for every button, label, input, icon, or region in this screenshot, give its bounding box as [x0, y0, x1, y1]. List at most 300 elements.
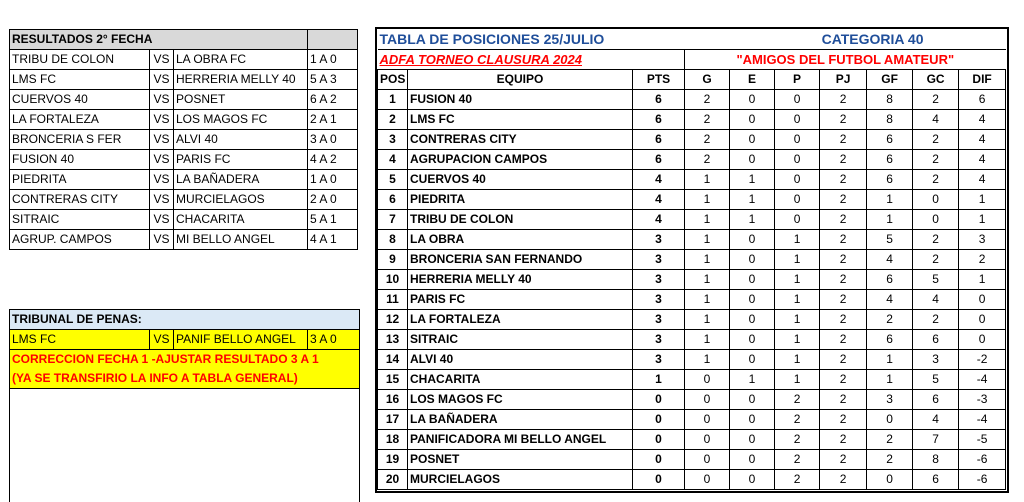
cell-e: 1: [730, 210, 775, 230]
cell-dif: 4: [959, 130, 1006, 150]
column-header-g: G: [685, 70, 730, 90]
cell-gf: 6: [867, 270, 913, 290]
cell-dif: 0: [959, 310, 1006, 330]
cell-p: 0: [775, 130, 820, 150]
cell-gf: 2: [867, 310, 913, 330]
cell-gf: 2: [867, 450, 913, 470]
score: 6 A 2: [308, 90, 358, 110]
cell-dif: 4: [959, 110, 1006, 130]
cell-g: 1: [685, 350, 730, 370]
standings-row: [378, 470, 1006, 490]
cell-g: 0: [685, 430, 730, 450]
cell-p: 2: [775, 470, 820, 490]
cell-g: 0: [685, 410, 730, 430]
cell-pos: 10: [378, 270, 408, 290]
home-team: LA FORTALEZA: [10, 110, 150, 130]
tribunal-table: [9, 309, 360, 389]
cell-dif: -4: [959, 370, 1006, 390]
cell-team: MURCIELAGOS: [408, 470, 633, 490]
league-name: "AMIGOS DEL FUTBOL AMATEUR": [685, 50, 1006, 70]
cell-p: 0: [775, 90, 820, 110]
cell-g: 1: [685, 310, 730, 330]
cell-p: 2: [775, 410, 820, 430]
cell-pts: 3: [633, 350, 685, 370]
cell-team: CUERVOS 40: [408, 170, 633, 190]
standings-row: [378, 450, 1006, 470]
score: 5 A 1: [308, 210, 358, 230]
result-row: [10, 50, 358, 70]
cell-pts: 0: [633, 410, 685, 430]
cell-g: 2: [685, 150, 730, 170]
score: 1 A 0: [308, 50, 358, 70]
results-header-blank: [308, 30, 358, 50]
results-table: [9, 29, 358, 250]
cell-dif: 4: [959, 170, 1006, 190]
column-header-gf: GF: [867, 70, 913, 90]
cell-pos: 1: [378, 90, 408, 110]
result-row: [10, 70, 358, 90]
cell-team: SITRAIC: [408, 330, 633, 350]
cell-pos: 14: [378, 350, 408, 370]
tribunal-score: 3 A 0: [308, 330, 360, 350]
vs-label: VS: [150, 50, 174, 70]
cell-pos: 4: [378, 150, 408, 170]
cell-gf: 0: [867, 410, 913, 430]
cell-pos: 13: [378, 330, 408, 350]
cell-gc: 5: [913, 270, 959, 290]
cell-gf: 2: [867, 430, 913, 450]
cell-gc: 2: [913, 230, 959, 250]
cell-gc: 4: [913, 290, 959, 310]
result-row: [10, 110, 358, 130]
cell-pj: 2: [820, 90, 867, 110]
cell-team: AGRUPACION CAMPOS: [408, 150, 633, 170]
cell-team: POSNET: [408, 450, 633, 470]
cell-pos: 7: [378, 210, 408, 230]
cell-team: FUSION 40: [408, 90, 633, 110]
cell-pts: 6: [633, 90, 685, 110]
result-row: [10, 170, 358, 190]
column-header-pos: POS: [378, 70, 408, 90]
cell-team: LOS MAGOS FC: [408, 390, 633, 410]
cell-g: 0: [685, 470, 730, 490]
standings-category: CATEGORIA 40: [821, 31, 924, 47]
cell-dif: -4: [959, 410, 1006, 430]
cell-e: 1: [730, 370, 775, 390]
cell-pts: 0: [633, 390, 685, 410]
cell-gf: 1: [867, 190, 913, 210]
cell-dif: 1: [959, 270, 1006, 290]
tribunal-match-row: [10, 330, 360, 350]
cell-p: 0: [775, 170, 820, 190]
cell-pj: 2: [820, 150, 867, 170]
cell-pj: 2: [820, 110, 867, 130]
cell-pj: 2: [820, 390, 867, 410]
home-team: PIEDRITA: [10, 170, 150, 190]
standings-row: [378, 270, 1006, 290]
cell-gc: 2: [913, 250, 959, 270]
cell-p: 1: [775, 350, 820, 370]
standings-column-header-row: [378, 70, 1006, 90]
standings-row: [378, 290, 1006, 310]
cell-team: CHACARITA: [408, 370, 633, 390]
cell-pts: 3: [633, 290, 685, 310]
tribunal-note-line-2: (YA SE TRANSFIRIO LA INFO A TABLA GENERAL): [10, 369, 360, 389]
cell-gc: 6: [913, 390, 959, 410]
cell-pj: 2: [820, 210, 867, 230]
score: 2 A 1: [308, 110, 358, 130]
cell-team: TRIBU DE COLON: [408, 210, 633, 230]
cell-p: 1: [775, 330, 820, 350]
score: 3 A 0: [308, 130, 358, 150]
cell-gf: 6: [867, 130, 913, 150]
column-header-e: E: [730, 70, 775, 90]
results-header-row: [10, 30, 358, 50]
cell-team: LA BAÑADERA: [408, 410, 633, 430]
cell-pos: 16: [378, 390, 408, 410]
cell-gf: 5: [867, 230, 913, 250]
cell-p: 0: [775, 110, 820, 130]
cell-pos: 3: [378, 130, 408, 150]
standings-row: [378, 350, 1006, 370]
cell-pos: 11: [378, 290, 408, 310]
cell-gc: 5: [913, 370, 959, 390]
cell-gc: 8: [913, 450, 959, 470]
cell-pos: 19: [378, 450, 408, 470]
cell-e: 0: [730, 250, 775, 270]
cell-g: 1: [685, 330, 730, 350]
cell-p: 1: [775, 290, 820, 310]
score: 4 A 1: [308, 230, 358, 250]
cell-g: 0: [685, 370, 730, 390]
away-team: HERRERIA MELLY 40: [174, 70, 308, 90]
cell-pts: 4: [633, 170, 685, 190]
cell-pj: 2: [820, 430, 867, 450]
cell-gf: 8: [867, 90, 913, 110]
cell-pos: 5: [378, 170, 408, 190]
cell-pts: 3: [633, 230, 685, 250]
cell-gf: 6: [867, 150, 913, 170]
cell-pj: 2: [820, 170, 867, 190]
cell-e: 0: [730, 90, 775, 110]
standings-row: [378, 370, 1006, 390]
cell-g: 1: [685, 250, 730, 270]
cell-pos: 18: [378, 430, 408, 450]
home-team: BRONCERIA S FER: [10, 130, 150, 150]
home-team: CONTRERAS CITY: [10, 190, 150, 210]
cell-e: 0: [730, 110, 775, 130]
cell-gc: 4: [913, 110, 959, 130]
cell-team: LMS FC: [408, 110, 633, 130]
tribunal-vs: VS: [150, 330, 174, 350]
home-team: LMS FC: [10, 70, 150, 90]
cell-pts: 4: [633, 210, 685, 230]
tribunal-note-row-1: [10, 350, 360, 370]
cell-gc: 4: [913, 410, 959, 430]
standings-row: [378, 190, 1006, 210]
standings-row: [378, 430, 1006, 450]
standings-subtitle-row: [378, 50, 1006, 70]
cell-dif: -2: [959, 350, 1006, 370]
cell-p: 1: [775, 230, 820, 250]
cell-g: 1: [685, 190, 730, 210]
cell-pj: 2: [820, 250, 867, 270]
result-row: [10, 230, 358, 250]
cell-pts: 3: [633, 270, 685, 290]
cell-p: 2: [775, 450, 820, 470]
cell-pj: 2: [820, 330, 867, 350]
score: 1 A 0: [308, 170, 358, 190]
cell-e: 0: [730, 430, 775, 450]
cell-gf: 4: [867, 250, 913, 270]
cell-pj: 2: [820, 350, 867, 370]
vs-label: VS: [150, 90, 174, 110]
column-header-dif: DIF: [959, 70, 1006, 90]
cell-gc: 3: [913, 350, 959, 370]
vs-label: VS: [150, 210, 174, 230]
vs-label: VS: [150, 70, 174, 90]
cell-pts: 4: [633, 190, 685, 210]
cell-team: PARIS FC: [408, 290, 633, 310]
cell-g: 2: [685, 90, 730, 110]
cell-g: 1: [685, 210, 730, 230]
cell-gc: 6: [913, 330, 959, 350]
cell-g: 1: [685, 290, 730, 310]
cell-gc: 0: [913, 190, 959, 210]
cell-gc: 7: [913, 430, 959, 450]
standings-row: [378, 410, 1006, 430]
cell-e: 1: [730, 190, 775, 210]
cell-pj: 2: [820, 270, 867, 290]
cell-team: HERRERIA MELLY 40: [408, 270, 633, 290]
cell-pts: 0: [633, 430, 685, 450]
cell-dif: 0: [959, 290, 1006, 310]
cell-pos: 2: [378, 110, 408, 130]
standings-row: [378, 210, 1006, 230]
tribunal-away-team: PANIF BELLO ANGEL: [174, 330, 308, 350]
cell-pts: 3: [633, 310, 685, 330]
cell-e: 0: [730, 410, 775, 430]
cell-team: PANIFICADORA MI BELLO ANGEL: [408, 430, 633, 450]
away-team: PARIS FC: [174, 150, 308, 170]
cell-gf: 1: [867, 210, 913, 230]
cell-pj: 2: [820, 370, 867, 390]
cell-e: 0: [730, 230, 775, 250]
cell-pj: 2: [820, 450, 867, 470]
result-row: [10, 130, 358, 150]
cell-team: ALVI 40: [408, 350, 633, 370]
standings-row: [378, 390, 1006, 410]
cell-dif: -6: [959, 450, 1006, 470]
cell-pos: 9: [378, 250, 408, 270]
cell-p: 1: [775, 250, 820, 270]
cell-gc: 2: [913, 170, 959, 190]
cell-dif: -6: [959, 470, 1006, 490]
cell-gf: 0: [867, 470, 913, 490]
cell-team: LA OBRA: [408, 230, 633, 250]
cell-gc: 2: [913, 90, 959, 110]
cell-p: 2: [775, 390, 820, 410]
cell-dif: 2: [959, 250, 1006, 270]
cell-pj: 2: [820, 290, 867, 310]
cell-team: LA FORTALEZA: [408, 310, 633, 330]
cell-gf: 1: [867, 350, 913, 370]
cell-g: 1: [685, 270, 730, 290]
away-team: MI BELLO ANGEL: [174, 230, 308, 250]
cell-dif: 1: [959, 210, 1006, 230]
cell-g: 0: [685, 450, 730, 470]
cell-e: 0: [730, 470, 775, 490]
standings-title-row: [378, 29, 1006, 50]
cell-pos: 8: [378, 230, 408, 250]
tribunal-home-team: LMS FC: [10, 330, 150, 350]
cell-g: 0: [685, 390, 730, 410]
cell-pts: 6: [633, 110, 685, 130]
cell-pj: 2: [820, 310, 867, 330]
score: 5 A 3: [308, 70, 358, 90]
cell-dif: 1: [959, 190, 1006, 210]
cell-gf: 6: [867, 170, 913, 190]
cell-dif: 4: [959, 150, 1006, 170]
away-team: LA BAÑADERA: [174, 170, 308, 190]
vs-label: VS: [150, 130, 174, 150]
tournament-name: ADFA TORNEO CLAUSURA 2024: [378, 50, 685, 70]
cell-gc: 0: [913, 210, 959, 230]
vs-label: VS: [150, 110, 174, 130]
cell-e: 0: [730, 150, 775, 170]
cell-g: 1: [685, 170, 730, 190]
standings-row: [378, 330, 1006, 350]
cell-pj: 2: [820, 470, 867, 490]
tribunal-note-line-1: CORRECCION FECHA 1 -AJUSTAR RESULTADO 3 A 1: [10, 350, 360, 370]
cell-e: 0: [730, 270, 775, 290]
column-header-pts: PTS: [633, 70, 685, 90]
vs-label: VS: [150, 190, 174, 210]
cell-e: 0: [730, 330, 775, 350]
cell-e: 1: [730, 170, 775, 190]
cell-pts: 3: [633, 250, 685, 270]
away-team: LOS MAGOS FC: [174, 110, 308, 130]
standings-title: TABLA DE POSICIONES 25/JULIO: [379, 31, 605, 47]
away-team: LA OBRA FC: [174, 50, 308, 70]
cell-dif: 0: [959, 330, 1006, 350]
vs-label: VS: [150, 230, 174, 250]
away-team: MURCIELAGOS: [174, 190, 308, 210]
cell-pos: 20: [378, 470, 408, 490]
cell-gf: 4: [867, 290, 913, 310]
cell-pos: 6: [378, 190, 408, 210]
standings-row: [378, 150, 1006, 170]
cell-gf: 8: [867, 110, 913, 130]
result-row: [10, 210, 358, 230]
home-team: FUSION 40: [10, 150, 150, 170]
cell-p: 0: [775, 210, 820, 230]
home-team: CUERVOS 40: [10, 90, 150, 110]
cell-team: CONTRERAS CITY: [408, 130, 633, 150]
tribunal-note-row-2: [10, 369, 360, 389]
away-team: POSNET: [174, 90, 308, 110]
standings-row: [378, 250, 1006, 270]
standings-row: [378, 90, 1006, 110]
column-header-p: P: [775, 70, 820, 90]
away-team: ALVI 40: [174, 130, 308, 150]
vs-label: VS: [150, 170, 174, 190]
result-row: [10, 150, 358, 170]
cell-team: PIEDRITA: [408, 190, 633, 210]
cell-gc: 2: [913, 150, 959, 170]
home-team: SITRAIC: [10, 210, 150, 230]
cell-pts: 1: [633, 370, 685, 390]
cell-pos: 12: [378, 310, 408, 330]
cell-gf: 6: [867, 330, 913, 350]
cell-pos: 15: [378, 370, 408, 390]
cell-p: 1: [775, 270, 820, 290]
cell-pts: 3: [633, 330, 685, 350]
cell-pj: 2: [820, 190, 867, 210]
cell-pts: 6: [633, 130, 685, 150]
away-team: CHACARITA: [174, 210, 308, 230]
cell-e: 0: [730, 390, 775, 410]
cell-gf: 1: [867, 370, 913, 390]
vs-label: VS: [150, 150, 174, 170]
cell-team: BRONCERIA SAN FERNANDO: [408, 250, 633, 270]
results-title: RESULTADOS 2° FECHA: [10, 30, 308, 50]
cell-e: 0: [730, 310, 775, 330]
cell-pos: 17: [378, 410, 408, 430]
cell-g: 2: [685, 110, 730, 130]
result-row: [10, 90, 358, 110]
cell-pts: 6: [633, 150, 685, 170]
cell-dif: 6: [959, 90, 1006, 110]
cell-e: 0: [730, 350, 775, 370]
cell-p: 1: [775, 310, 820, 330]
cell-dif: -5: [959, 430, 1006, 450]
cell-pj: 2: [820, 130, 867, 150]
cell-p: 0: [775, 150, 820, 170]
column-header-equipo: EQUIPO: [408, 70, 633, 90]
cell-gc: 2: [913, 310, 959, 330]
score: 2 A 0: [308, 190, 358, 210]
column-header-pj: PJ: [820, 70, 867, 90]
cell-pj: 2: [820, 230, 867, 250]
tribunal-header-row: [10, 310, 360, 330]
tribunal-title: TRIBUNAL DE PENAS:: [10, 310, 360, 330]
result-row: [10, 190, 358, 210]
standings-row: [378, 110, 1006, 130]
cell-pts: 0: [633, 450, 685, 470]
cell-e: 0: [730, 130, 775, 150]
column-header-gc: GC: [913, 70, 959, 90]
cell-pj: 2: [820, 410, 867, 430]
cell-e: 0: [730, 290, 775, 310]
standings-row: [378, 170, 1006, 190]
standings-row: [378, 130, 1006, 150]
cell-pts: 0: [633, 470, 685, 490]
cell-p: 1: [775, 370, 820, 390]
cell-gf: 3: [867, 390, 913, 410]
cell-p: 2: [775, 430, 820, 450]
standings-row: [378, 230, 1006, 250]
home-team: AGRUP. CAMPOS: [10, 230, 150, 250]
standings-table: [377, 29, 1006, 490]
cell-dif: -3: [959, 390, 1006, 410]
cell-gc: 6: [913, 470, 959, 490]
home-team: TRIBU DE COLON: [10, 50, 150, 70]
cell-g: 1: [685, 230, 730, 250]
cell-p: 0: [775, 190, 820, 210]
cell-gc: 2: [913, 130, 959, 150]
cell-g: 2: [685, 130, 730, 150]
